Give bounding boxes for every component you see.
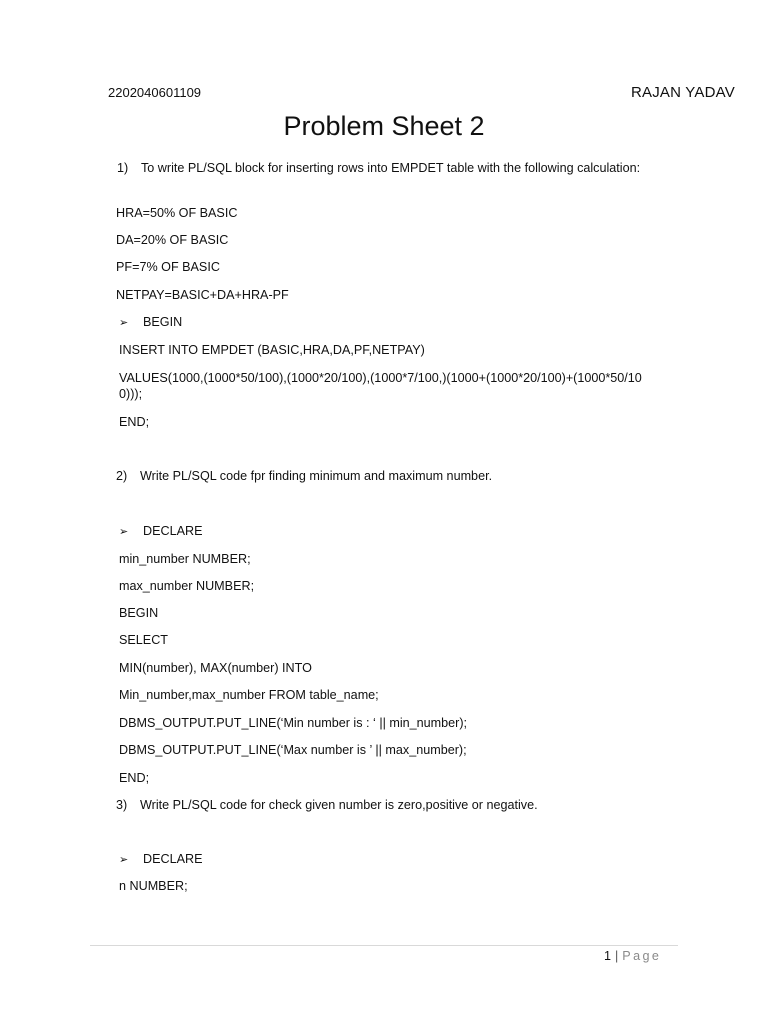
code-line: max_number NUMBER;: [119, 579, 255, 593]
footer-separator: |: [615, 949, 619, 963]
code-line: 0)));: [119, 387, 143, 401]
question-1: [117, 160, 640, 176]
page-title: [0, 111, 768, 142]
code-line: VALUES(1000,(1000*50/100),(1000*20/100),(1000*7/100,)(1000+(1000*20/100)+(1000*50/10: [119, 371, 642, 385]
question-3-number: 3): [116, 798, 128, 812]
arrow-bullet-icon: ➢: [119, 526, 129, 538]
code-line: INSERT INTO EMPDET (BASIC,HRA,DA,PF,NETPAY): [119, 343, 425, 357]
author-name: RAJAN YADAV: [631, 84, 735, 101]
arrow-bullet-icon: ➢: [119, 854, 129, 866]
code-line: DBMS_OUTPUT.PUT_LINE(‘Min number is : ‘ || min_number);: [119, 716, 468, 730]
question-1-text: To write PL/SQL block for inserting rows into EMPDET table with the following calculation:: [141, 161, 641, 175]
code-line: END;: [119, 415, 150, 429]
question-2: [116, 468, 492, 484]
formula-line: NETPAY=BASIC+DA+HRA-PF: [116, 288, 289, 302]
code-line: [119, 851, 203, 868]
arrow-bullet-icon: ➢: [119, 317, 129, 329]
code-line: END;: [119, 771, 150, 785]
code-line: min_number NUMBER;: [119, 552, 251, 566]
code-text: BEGIN: [143, 315, 183, 329]
page-number: 1: [604, 949, 612, 963]
code-line: n NUMBER;: [119, 879, 188, 893]
formula-line: PF=7% OF BASIC: [116, 260, 220, 274]
question-2-number: 2): [116, 469, 128, 483]
page-title-text: Problem Sheet 2: [283, 111, 485, 141]
question-2-text: Write PL/SQL code fpr finding minimum and maximum number.: [140, 469, 493, 483]
code-text: DECLARE: [143, 524, 203, 538]
student-id: 2202040601109: [108, 85, 202, 100]
formula-line: HRA=50% OF BASIC: [116, 206, 238, 220]
code-line: DBMS_OUTPUT.PUT_LINE(‘Max number is ’ || max_number);: [119, 743, 467, 757]
code-line: Min_number,max_number FROM table_name;: [119, 688, 379, 702]
question-1-number: 1): [117, 161, 129, 175]
code-line: SELECT: [119, 633, 168, 647]
question-3: [116, 797, 538, 813]
page-footer: [604, 949, 661, 963]
code-text: DECLARE: [143, 852, 203, 866]
formula-line: DA=20% OF BASIC: [116, 233, 229, 247]
code-line: BEGIN: [119, 606, 159, 620]
code-line: [119, 314, 182, 331]
question-3-text: Write PL/SQL code for check given number is zero,positive or negative.: [140, 798, 538, 812]
code-line: MIN(number), MAX(number) INTO: [119, 661, 312, 675]
code-line: [119, 523, 203, 540]
page-label: Page: [622, 949, 662, 963]
footer-divider: [90, 945, 678, 946]
